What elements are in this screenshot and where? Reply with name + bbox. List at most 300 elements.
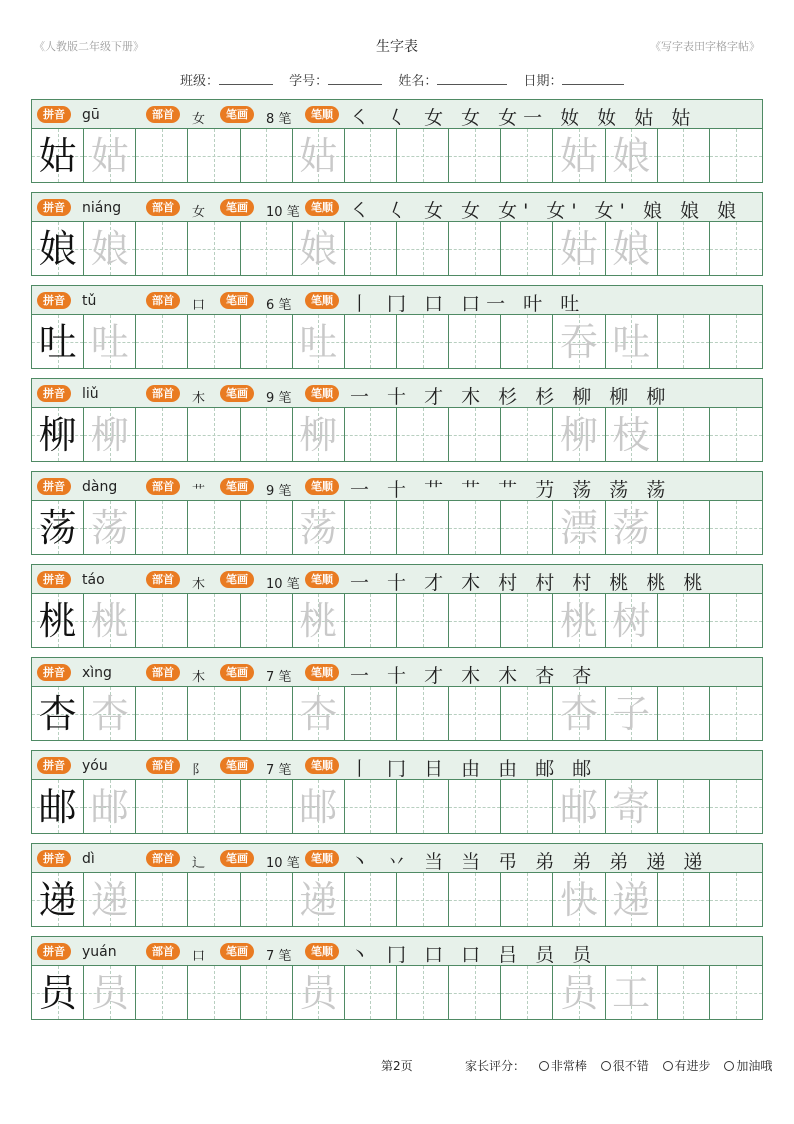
- model-character: 柳: [38, 412, 77, 457]
- practice-cell[interactable]: [658, 687, 710, 740]
- evaluation-label: 家长评分：: [465, 1059, 526, 1073]
- practice-cell[interactable]: [188, 315, 240, 368]
- practice-cell[interactable]: [658, 222, 710, 275]
- eval-option-excellent[interactable]: [539, 1059, 587, 1073]
- trace-character: 杏: [90, 691, 129, 736]
- stroke-order-badge: 笔顺: [305, 478, 339, 495]
- practice-grid: [31, 594, 763, 648]
- practice-cell[interactable]: [658, 594, 710, 647]
- practice-cell[interactable]: [710, 408, 762, 461]
- model-cell: [32, 408, 84, 461]
- word-trace-cell[interactable]: [606, 594, 658, 647]
- word-trace-character: 寄: [612, 784, 651, 829]
- practice-cell[interactable]: [501, 594, 553, 647]
- eval-option-label: 加油哦: [736, 1059, 773, 1073]
- trace-cell[interactable]: [84, 594, 136, 647]
- word-trace-character: 吐: [612, 319, 651, 364]
- character-info-bar: [31, 843, 763, 873]
- stroke-count: 7 笔: [266, 763, 292, 778]
- pinyin-badge: 拼音: [37, 106, 71, 123]
- page-number: 第2页: [381, 1059, 413, 1073]
- character-info-bar: [31, 99, 763, 129]
- stroke-order: 丶 冂 口 口 吕 员 员: [350, 944, 598, 966]
- practice-cell[interactable]: [397, 501, 449, 554]
- character-info-bar: [31, 936, 763, 966]
- strokes-badge: 笔画: [220, 292, 254, 309]
- eval-option-progress[interactable]: [663, 1059, 711, 1073]
- word-trace-character: 娘: [612, 133, 651, 178]
- word-trace-cell[interactable]: [606, 222, 658, 275]
- practice-grid: [31, 687, 763, 741]
- strokes-badge: 笔画: [220, 571, 254, 588]
- practice-cell[interactable]: [397, 129, 449, 182]
- practice-cell[interactable]: [136, 594, 188, 647]
- pinyin-badge: 拼音: [37, 664, 71, 681]
- radical-text: 艹: [192, 484, 206, 499]
- eval-option-very-good[interactable]: [601, 1059, 649, 1073]
- word-trace-cell[interactable]: [606, 873, 658, 926]
- character-info-bar: [31, 285, 763, 315]
- student-id-blank[interactable]: [328, 72, 382, 85]
- practice-cell[interactable]: [710, 501, 762, 554]
- practice-cell[interactable]: [501, 222, 553, 275]
- word-trace-cell[interactable]: [606, 129, 658, 182]
- practice-cell[interactable]: [241, 408, 293, 461]
- date-field[interactable]: [523, 70, 624, 89]
- word-trace-character: 姑: [559, 226, 598, 271]
- trace-cell[interactable]: [293, 594, 345, 647]
- practice-cell[interactable]: [397, 594, 449, 647]
- practice-cell[interactable]: [449, 966, 501, 1019]
- word-trace-cell[interactable]: [553, 222, 605, 275]
- word-trace-cell[interactable]: [553, 594, 605, 647]
- word-trace-character: 枝: [612, 412, 651, 457]
- trace-cell[interactable]: [293, 222, 345, 275]
- stroke-order: ㇛ 𡿨 女 女 女一 奻 奻 姑 姑: [350, 107, 697, 129]
- stroke-order-badge: 笔顺: [305, 757, 339, 774]
- trace-character: 姑: [90, 133, 129, 178]
- trace-cell[interactable]: [293, 501, 345, 554]
- practice-grid: [31, 315, 763, 369]
- practice-cell[interactable]: [449, 129, 501, 182]
- practice-cell[interactable]: [710, 129, 762, 182]
- stroke-order: 一 十 才 木 村 村 村 桃 桃 桃: [350, 572, 709, 594]
- strokes-badge: 笔画: [220, 106, 254, 123]
- eval-option-label: 很不错: [612, 1059, 649, 1073]
- stroke-order-badge: 笔顺: [305, 199, 339, 216]
- practice-cell[interactable]: [241, 222, 293, 275]
- practice-cell[interactable]: [501, 780, 553, 833]
- trace-character: 柳: [299, 412, 338, 457]
- radical-badge: 部首: [146, 106, 180, 123]
- practice-cell[interactable]: [188, 594, 240, 647]
- word-trace-character: 荡: [612, 505, 651, 550]
- practice-cell[interactable]: [345, 687, 397, 740]
- practice-cell[interactable]: [241, 966, 293, 1019]
- word-trace-character: 桃: [559, 598, 598, 643]
- practice-cell[interactable]: [136, 129, 188, 182]
- practice-cell[interactable]: [449, 408, 501, 461]
- stroke-order: ㇛ 𡿨 女 女 女' 女' 女' 娘 娘 娘: [350, 200, 743, 222]
- model-character: 递: [38, 877, 77, 922]
- practice-cell[interactable]: [345, 408, 397, 461]
- practice-cell[interactable]: [188, 873, 240, 926]
- stroke-count: 10 笔: [266, 856, 300, 871]
- pinyin-text: dì: [82, 851, 95, 867]
- strokes-badge: 笔画: [220, 385, 254, 402]
- student-id-field[interactable]: [289, 70, 382, 89]
- practice-cell[interactable]: [710, 222, 762, 275]
- character-entry: [31, 99, 763, 183]
- practice-cell[interactable]: [345, 129, 397, 182]
- practice-cell[interactable]: [188, 222, 240, 275]
- practice-cell[interactable]: [241, 501, 293, 554]
- word-trace-cell[interactable]: [606, 687, 658, 740]
- date-blank[interactable]: [562, 72, 624, 85]
- stroke-order: 一 十 才 木 杉 杉 柳 柳 柳: [350, 386, 672, 408]
- trace-character: 荡: [90, 505, 129, 550]
- model-character: 荡: [38, 505, 77, 550]
- practice-cell[interactable]: [241, 315, 293, 368]
- pinyin-badge: 拼音: [37, 292, 71, 309]
- practice-cell[interactable]: [188, 129, 240, 182]
- practice-cell[interactable]: [501, 408, 553, 461]
- trace-cell[interactable]: [293, 129, 345, 182]
- practice-cell[interactable]: [397, 966, 449, 1019]
- date-label: 日期：: [523, 74, 563, 89]
- radical-text: 女: [192, 205, 206, 220]
- stroke-order: 一 十 艹 艹 艹 芀 荡 荡 荡: [350, 479, 672, 501]
- character-entry: [31, 936, 763, 1020]
- trace-cell[interactable]: [84, 687, 136, 740]
- practice-cell[interactable]: [449, 780, 501, 833]
- trace-cell[interactable]: [84, 873, 136, 926]
- pinyin-text: niáng: [82, 200, 122, 216]
- radical-text: 木: [192, 391, 206, 406]
- word-trace-cell[interactable]: [606, 315, 658, 368]
- pinyin-text: liǔ: [82, 386, 99, 402]
- class-field[interactable]: [180, 70, 273, 89]
- trace-character: 柳: [90, 412, 129, 457]
- word-trace-character: 递: [612, 877, 651, 922]
- trace-cell[interactable]: [84, 966, 136, 1019]
- practice-cell[interactable]: [136, 687, 188, 740]
- practice-cell[interactable]: [188, 408, 240, 461]
- strokes-badge: 笔画: [220, 199, 254, 216]
- practice-cell[interactable]: [658, 873, 710, 926]
- character-info-bar: [31, 564, 763, 594]
- practice-grid: [31, 501, 763, 555]
- pinyin-text: dàng: [82, 479, 118, 495]
- radical-badge: 部首: [146, 757, 180, 774]
- word-trace-character: 姑: [559, 133, 598, 178]
- stroke-order: 丨 冂 口 口一 叶 吐: [350, 293, 586, 315]
- trace-cell[interactable]: [293, 315, 345, 368]
- radical-text: 女: [192, 112, 206, 127]
- practice-cell[interactable]: [501, 687, 553, 740]
- student-id-label: 学号：: [289, 74, 329, 89]
- word-trace-character: 子: [612, 691, 651, 736]
- practice-cell[interactable]: [449, 594, 501, 647]
- trace-cell[interactable]: [293, 408, 345, 461]
- practice-cell[interactable]: [501, 501, 553, 554]
- pinyin-text: táo: [82, 572, 105, 588]
- practice-cell[interactable]: [658, 501, 710, 554]
- character-info-bar: [31, 192, 763, 222]
- model-character: 吐: [38, 319, 77, 364]
- practice-cell[interactable]: [501, 873, 553, 926]
- radio-circle-icon[interactable]: [539, 1061, 549, 1071]
- practice-cell[interactable]: [136, 408, 188, 461]
- practice-cell[interactable]: [658, 966, 710, 1019]
- stroke-count: 8 笔: [266, 112, 292, 127]
- model-cell: [32, 594, 84, 647]
- radio-circle-icon[interactable]: [724, 1061, 734, 1071]
- word-trace-cell[interactable]: [606, 780, 658, 833]
- pinyin-badge: 拼音: [37, 478, 71, 495]
- model-cell: [32, 873, 84, 926]
- practice-cell[interactable]: [397, 222, 449, 275]
- model-character: 杏: [38, 691, 77, 736]
- practice-cell[interactable]: [658, 780, 710, 833]
- trace-character: 员: [299, 970, 338, 1015]
- radical-badge: 部首: [146, 292, 180, 309]
- pinyin-badge: 拼音: [37, 571, 71, 588]
- word-trace-cell[interactable]: [553, 780, 605, 833]
- practice-cell[interactable]: [345, 315, 397, 368]
- practice-cell[interactable]: [241, 873, 293, 926]
- practice-cell[interactable]: [501, 966, 553, 1019]
- radical-badge: 部首: [146, 850, 180, 867]
- model-character: 邮: [38, 784, 77, 829]
- practice-grid: [31, 780, 763, 834]
- stroke-count: 10 笔: [266, 577, 300, 592]
- radio-circle-icon[interactable]: [663, 1061, 673, 1071]
- trace-cell[interactable]: [293, 780, 345, 833]
- practice-grid: [31, 873, 763, 927]
- practice-cell[interactable]: [345, 222, 397, 275]
- radical-badge: 部首: [146, 478, 180, 495]
- word-trace-cell[interactable]: [606, 408, 658, 461]
- stroke-count: 9 笔: [266, 484, 292, 499]
- page-title: 生字表: [376, 39, 418, 55]
- model-cell: [32, 315, 84, 368]
- word-trace-character: 邮: [559, 784, 598, 829]
- practice-cell[interactable]: [501, 315, 553, 368]
- eval-option-label: 非常棒: [550, 1059, 587, 1073]
- stroke-order-badge: 笔顺: [305, 850, 339, 867]
- model-character: 娘: [38, 226, 77, 271]
- pinyin-text: gū: [82, 107, 100, 123]
- practice-cell[interactable]: [188, 966, 240, 1019]
- stroke-count: 10 笔: [266, 205, 300, 220]
- radical-text: 木: [192, 577, 206, 592]
- character-entry: [31, 657, 763, 741]
- strokes-badge: 笔画: [220, 664, 254, 681]
- trace-cell[interactable]: [84, 780, 136, 833]
- model-cell: [32, 501, 84, 554]
- radical-text: 口: [192, 949, 206, 964]
- trace-character: 桃: [299, 598, 338, 643]
- model-cell: [32, 780, 84, 833]
- practice-cell[interactable]: [449, 501, 501, 554]
- practice-cell[interactable]: [136, 501, 188, 554]
- radical-badge: 部首: [146, 571, 180, 588]
- practice-grid: [31, 966, 763, 1020]
- practice-cell[interactable]: [710, 315, 762, 368]
- practice-cell[interactable]: [241, 780, 293, 833]
- word-trace-cell[interactable]: [606, 501, 658, 554]
- trace-character: 娘: [299, 226, 338, 271]
- practice-cell[interactable]: [136, 222, 188, 275]
- practice-cell[interactable]: [710, 873, 762, 926]
- model-cell: [32, 129, 84, 182]
- practice-cell[interactable]: [136, 780, 188, 833]
- practice-cell[interactable]: [449, 873, 501, 926]
- practice-cell[interactable]: [710, 594, 762, 647]
- practice-cell[interactable]: [449, 687, 501, 740]
- radical-badge: 部首: [146, 385, 180, 402]
- word-trace-cell[interactable]: [553, 873, 605, 926]
- radical-badge: 部首: [146, 199, 180, 216]
- practice-cell[interactable]: [345, 594, 397, 647]
- trace-character: 吐: [299, 319, 338, 364]
- trace-character: 姑: [299, 133, 338, 178]
- practice-cell[interactable]: [345, 966, 397, 1019]
- trace-character: 邮: [299, 784, 338, 829]
- practice-cell[interactable]: [241, 129, 293, 182]
- practice-cell[interactable]: [188, 687, 240, 740]
- practice-cell[interactable]: [136, 315, 188, 368]
- trace-cell[interactable]: [84, 408, 136, 461]
- pinyin-badge: 拼音: [37, 199, 71, 216]
- practice-cell[interactable]: [345, 873, 397, 926]
- word-trace-cell[interactable]: [553, 129, 605, 182]
- pinyin-badge: 拼音: [37, 757, 71, 774]
- trace-cell[interactable]: [84, 222, 136, 275]
- trace-cell[interactable]: [84, 129, 136, 182]
- practice-cell[interactable]: [188, 780, 240, 833]
- trace-character: 递: [90, 877, 129, 922]
- strokes-badge: 笔画: [220, 757, 254, 774]
- stroke-order-badge: 笔顺: [305, 664, 339, 681]
- trace-character: 桃: [90, 598, 129, 643]
- character-entry: [31, 471, 763, 555]
- practice-grid: [31, 129, 763, 183]
- word-trace-character: 树: [612, 598, 651, 643]
- trace-character: 邮: [90, 784, 129, 829]
- character-entry: [31, 750, 763, 834]
- practice-cell[interactable]: [501, 129, 553, 182]
- name-field[interactable]: [398, 70, 507, 89]
- character-info-bar: [31, 471, 763, 501]
- name-blank[interactable]: [437, 72, 507, 85]
- pinyin-text: yóu: [82, 758, 108, 774]
- practice-cell[interactable]: [658, 129, 710, 182]
- pinyin-badge: 拼音: [37, 385, 71, 402]
- practice-cell[interactable]: [188, 501, 240, 554]
- character-info-bar: [31, 750, 763, 780]
- word-trace-character: 杏: [559, 691, 598, 736]
- header-book-title: 《人教版二年级下册》: [34, 40, 144, 53]
- stroke-order-badge: 笔顺: [305, 292, 339, 309]
- word-trace-cell[interactable]: [606, 966, 658, 1019]
- radio-circle-icon[interactable]: [601, 1061, 611, 1071]
- character-entry: [31, 285, 763, 369]
- trace-cell[interactable]: [293, 873, 345, 926]
- practice-cell[interactable]: [397, 873, 449, 926]
- practice-cell[interactable]: [449, 222, 501, 275]
- practice-cell[interactable]: [397, 315, 449, 368]
- word-trace-cell[interactable]: [553, 966, 605, 1019]
- practice-cell[interactable]: [658, 408, 710, 461]
- practice-cell[interactable]: [136, 966, 188, 1019]
- practice-cell[interactable]: [397, 780, 449, 833]
- word-trace-cell[interactable]: [553, 315, 605, 368]
- eval-option-keep-going[interactable]: [724, 1059, 772, 1073]
- practice-cell[interactable]: [345, 501, 397, 554]
- word-trace-cell[interactable]: [553, 408, 605, 461]
- practice-cell[interactable]: [241, 687, 293, 740]
- radical-text: 木: [192, 670, 206, 685]
- pinyin-badge: 拼音: [37, 850, 71, 867]
- trace-cell[interactable]: [293, 687, 345, 740]
- model-character: 桃: [38, 598, 77, 643]
- trace-character: 荡: [299, 505, 338, 550]
- practice-cell[interactable]: [136, 873, 188, 926]
- radical-text: 辶: [192, 856, 206, 871]
- practice-cell[interactable]: [449, 315, 501, 368]
- practice-grid: [31, 408, 763, 462]
- word-trace-cell[interactable]: [553, 501, 605, 554]
- practice-cell[interactable]: [710, 780, 762, 833]
- trace-cell[interactable]: [84, 315, 136, 368]
- trace-cell[interactable]: [84, 501, 136, 554]
- practice-cell[interactable]: [658, 315, 710, 368]
- radical-text: 阝: [192, 763, 206, 778]
- trace-cell[interactable]: [293, 966, 345, 1019]
- practice-cell[interactable]: [345, 780, 397, 833]
- word-trace-character: 快: [559, 877, 598, 922]
- header-series-title: 《写字表田字格字帖》: [650, 40, 760, 53]
- parent-evaluation: [465, 1057, 772, 1074]
- word-trace-character: 柳: [559, 412, 598, 457]
- practice-grid: [31, 222, 763, 276]
- radical-text: 口: [192, 298, 206, 313]
- practice-cell[interactable]: [397, 687, 449, 740]
- practice-cell[interactable]: [397, 408, 449, 461]
- word-trace-cell[interactable]: [553, 687, 605, 740]
- word-trace-character: 员: [559, 970, 598, 1015]
- trace-character: 递: [299, 877, 338, 922]
- eval-option-label: 有进步: [674, 1059, 711, 1073]
- practice-cell[interactable]: [710, 687, 762, 740]
- word-trace-character: 漂: [559, 505, 598, 550]
- class-blank[interactable]: [219, 72, 273, 85]
- word-trace-character: 工: [612, 970, 651, 1015]
- stroke-order: 一 十 才 木 木 杏 杏: [350, 665, 598, 687]
- trace-character: 吐: [90, 319, 129, 364]
- model-cell: [32, 966, 84, 1019]
- practice-cell[interactable]: [241, 594, 293, 647]
- stroke-order-badge: 笔顺: [305, 571, 339, 588]
- practice-cell[interactable]: [710, 966, 762, 1019]
- pinyin-badge: 拼音: [37, 943, 71, 960]
- radical-badge: 部首: [146, 664, 180, 681]
- strokes-badge: 笔画: [220, 850, 254, 867]
- stroke-order-badge: 笔顺: [305, 943, 339, 960]
- character-info-bar: [31, 657, 763, 687]
